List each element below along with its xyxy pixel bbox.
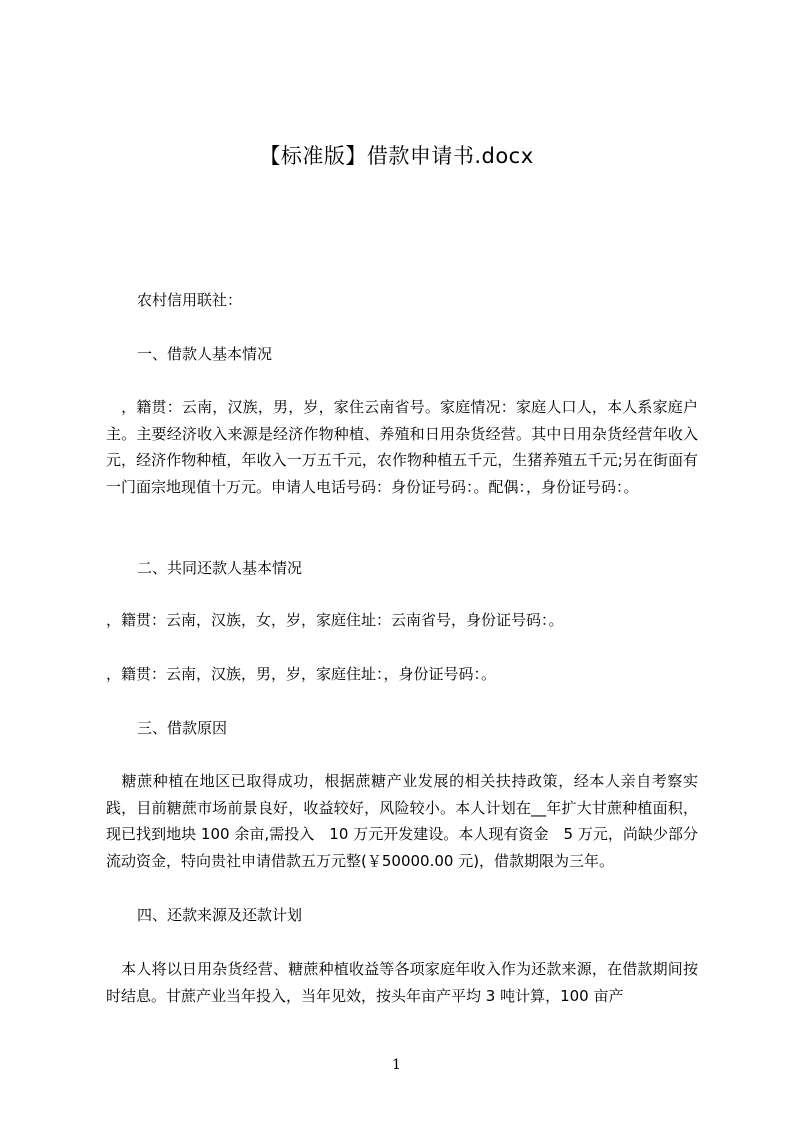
page-number: 1 [392, 1057, 401, 1073]
section-paragraph-2b: ，籍贯：云南，汉族，男，岁，家庭住址：，身份证号码：。 [106, 665, 497, 683]
salutation: 农村信用联社： [137, 291, 243, 309]
document-title: 【标准版】借款申请书.docx [259, 144, 534, 168]
section-heading-3: 三、借款原因 [137, 719, 228, 737]
section-heading-2: 二、共同还款人基本情况 [137, 559, 303, 577]
section-heading-4: 四、还款来源及还款计划 [137, 906, 303, 924]
section-paragraph-1: ，籍贯：云南，汉族，男，岁，家住云南省号。家庭情况：家庭人口人，本人系家庭户主。主要经济收入来源是经济作物种植、养殖和日用杂货经营。其中日用杂货经营年收入元，经济作物种植，年收入一万五千元，农作物种植五千元，生猪养殖五千元;另在街面有一门面宗地现值十万元。申请人电话号码：身份证号码：。配偶：，身份证号码：。 [106, 398, 698, 497]
section-paragraph-2a: ，籍贯：云南，汉族，女，岁，家庭住址：云南省号，身份证号码：。 [106, 611, 564, 629]
section-paragraph-4: 本人将以日用杂货经营、糖蔗种植收益等各项家庭年收入作为还款来源，在借款期间按时结息。甘蔗产业当年投入，当年见效，按头年亩产平均 3 吨计算，100 亩产 [106, 960, 698, 1005]
section-paragraph-3: 糖蔗种植在地区已取得成功，根据蔗糖产业发展的相关扶持政策，经本人亲自考察实践，目前糖蔗市场前景良好，收益较好，风险较小。本人计划在__年扩大甘蔗种植面积，现已找到地块 100 余亩,需投入 10 万元开发建设。本人现有资金 5 万元，尚缺少部分流动资金，特向贵社申请借款五万元整(￥50000.00 元)，借款期限为三年。 [106, 772, 698, 871]
section-heading-1: 一、借款人基本情况 [137, 345, 273, 363]
